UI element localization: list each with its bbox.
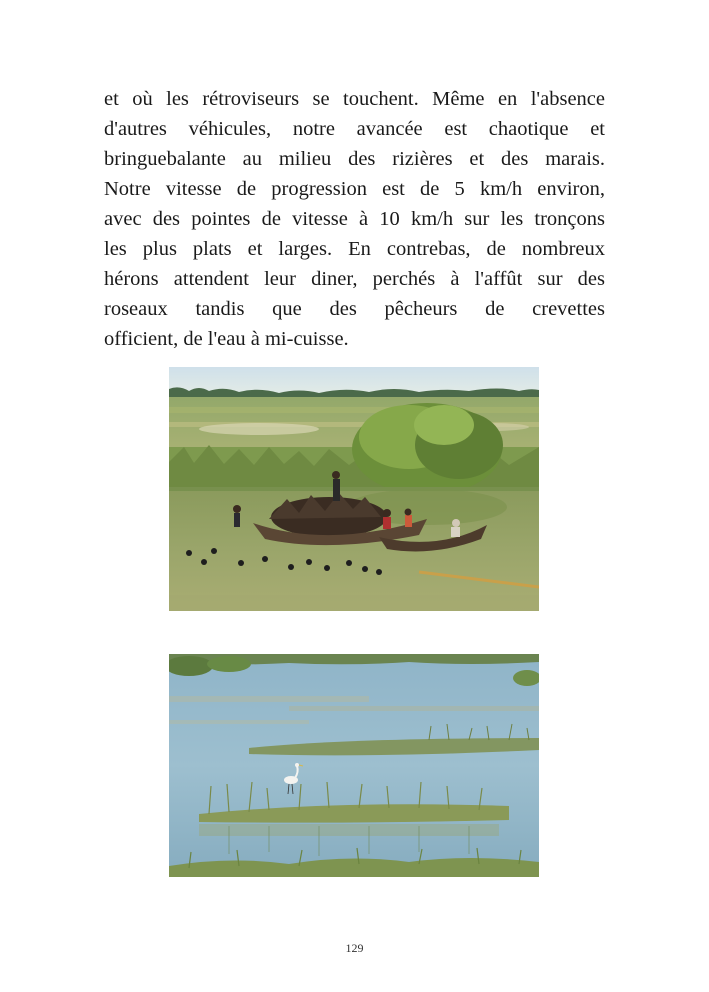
paragraph-line: avec des pointes de vitesse à 10 km/h sur les tronçons <box>104 208 605 230</box>
paragraph-line: roseaux tandis que des pêcheurs de crevettes <box>104 298 605 320</box>
paragraph-line: d'autres véhicules, notre avancée est chaotique et <box>104 118 605 140</box>
paragraph-line: les plus plats et larges. En contrebas, de nombreux <box>104 238 605 260</box>
paragraph-line: bringuebalante au milieu des rizières et des marais. <box>104 148 605 170</box>
fishermen-boats-photo <box>169 367 539 611</box>
paragraph-line: hérons attendent leur diner, perchés à l'affût sur des <box>104 268 605 290</box>
paragraph-line: et où les rétroviseurs se touchent. Même en l'absence <box>104 88 605 110</box>
marsh-heron-illustration <box>169 654 539 877</box>
paragraph-line: officient, de l'eau à mi-cuisse. <box>104 328 349 350</box>
marsh-heron-photo <box>169 654 539 877</box>
paragraph-line: Notre vitesse de progression est de 5 km/h environ, <box>104 178 605 200</box>
body-paragraph <box>104 84 605 354</box>
page-number: 129 <box>345 941 364 955</box>
fishermen-boats-illustration <box>169 367 539 611</box>
